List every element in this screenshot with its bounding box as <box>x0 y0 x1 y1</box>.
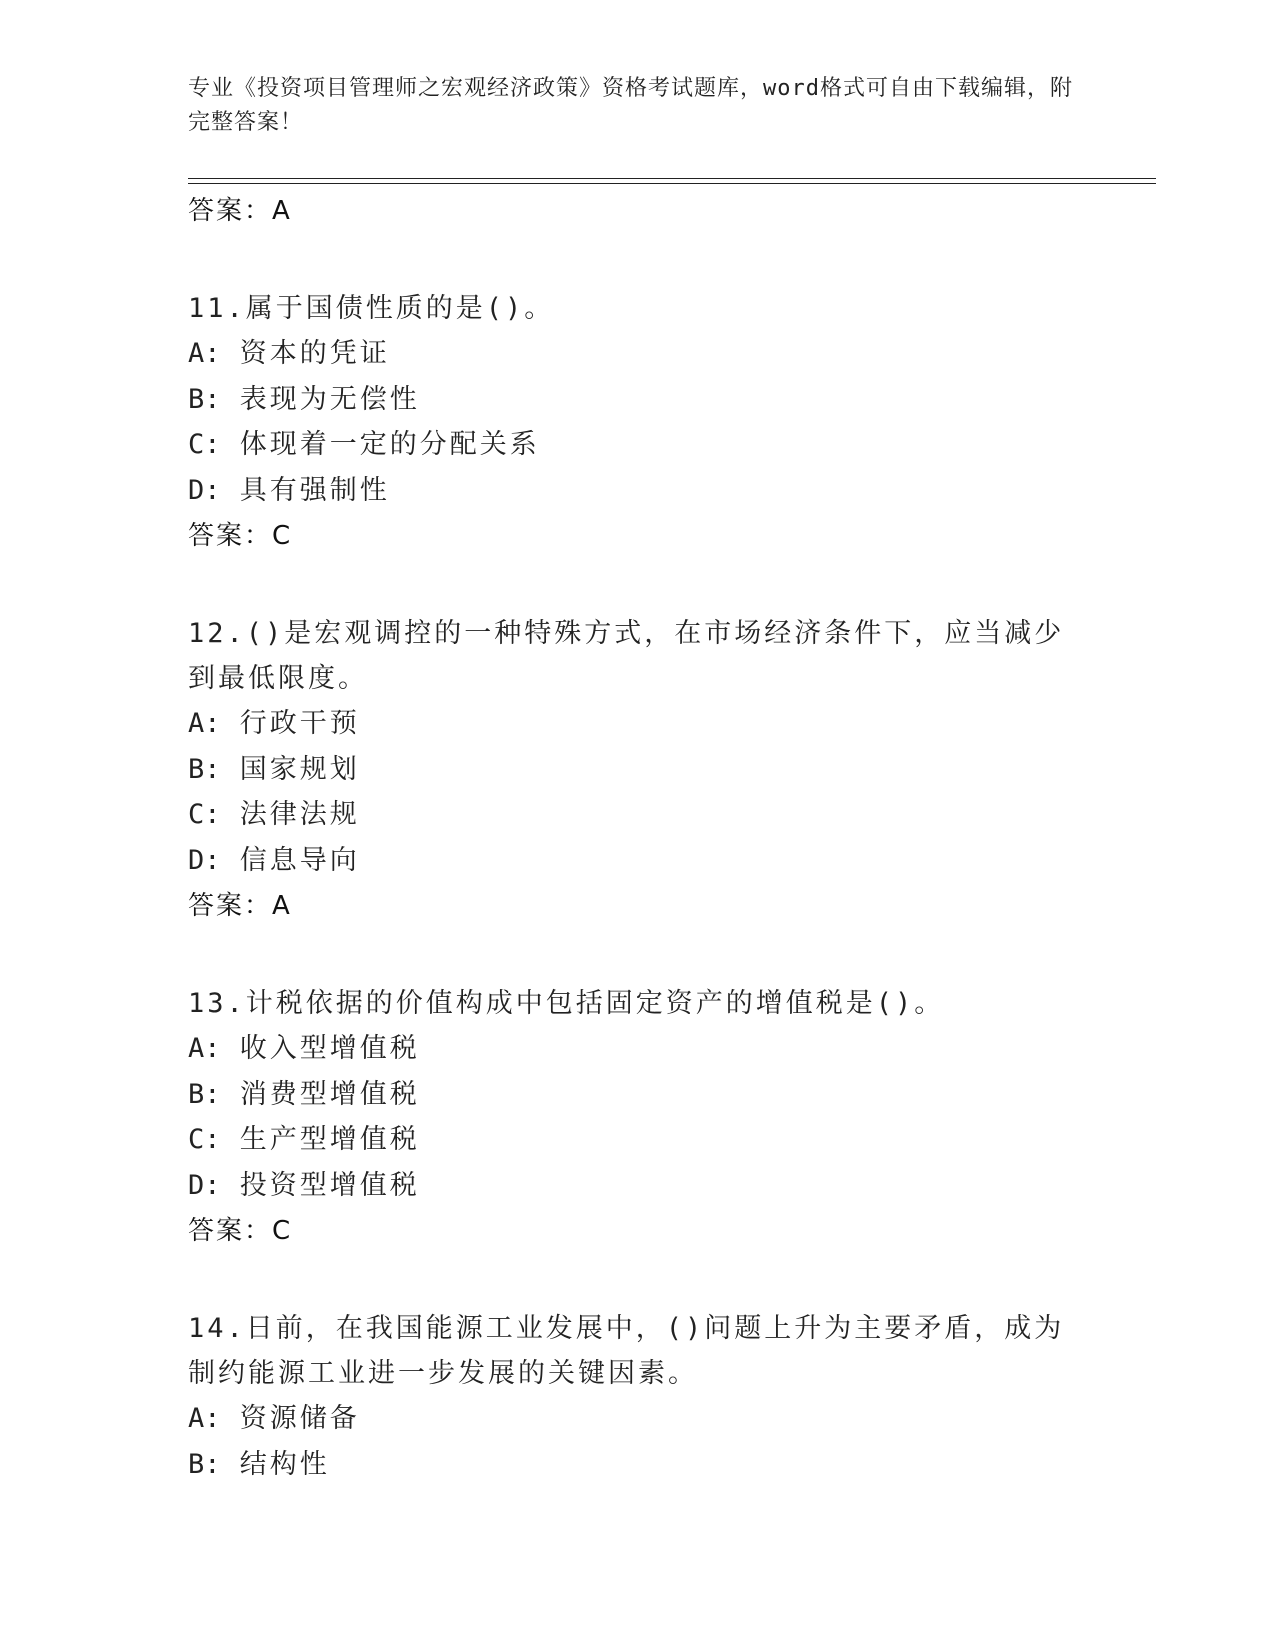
option-d: D: 信息导向 <box>188 844 360 876</box>
option-c: C: 生产型增值税 <box>188 1124 420 1155</box>
option-b: B: 消费型增值税 <box>188 1078 420 1110</box>
answer-label: 答案： <box>188 196 273 226</box>
option-c: C: 体现着一定的分配关系 <box>188 429 540 460</box>
answer-value: A <box>272 196 290 226</box>
option-b: B: 表现为无偿性 <box>188 383 420 415</box>
option-a: A: 收入型增值税 <box>188 1033 420 1064</box>
question-stem: 14.日前，在我国能源工业发展中，()问题上升为主要矛盾，成为制约能源工业进一步发展的关键因素。 <box>188 1313 1065 1389</box>
answer-line <box>188 1208 1088 1254</box>
option-d: D: 具有强制性 <box>188 474 390 506</box>
header-divider-top <box>188 178 1156 179</box>
document-header: 专业《投资项目管理师之宏观经济政策》资格考试题库，word格式可自由下载编辑，附完整答案！ <box>188 76 1073 135</box>
answer-line <box>188 513 1088 559</box>
option-a: A: 行政干预 <box>188 708 360 739</box>
question-block <box>188 286 1088 559</box>
question-stem: 13.计税依据的价值构成中包括固定资产的增值税是()。 <box>188 988 945 1019</box>
option-b: B: 结构性 <box>188 1448 330 1480</box>
answer-value: C <box>272 1216 291 1246</box>
option-a: A: 资本的凭证 <box>188 338 390 369</box>
answer-line <box>188 883 1088 929</box>
question-stem: 11.属于国债性质的是()。 <box>188 293 555 324</box>
option-c: C: 法律法规 <box>188 799 360 830</box>
option-d: D: 投资型增值税 <box>188 1169 420 1201</box>
question-block <box>188 1306 1088 1487</box>
question-block <box>188 981 1088 1254</box>
answer-value: C <box>272 521 291 551</box>
option-b: B: 国家规划 <box>188 753 360 785</box>
answer-value: A <box>272 891 290 921</box>
question-stem: 12.()是宏观调控的一种特殊方式，在市场经济条件下，应当减少到最低限度。 <box>188 618 1065 694</box>
answer-label: 答案： <box>188 891 273 921</box>
document-body <box>188 188 1088 1487</box>
answer-line <box>188 188 1088 234</box>
question-block <box>188 611 1088 929</box>
answer-label: 答案： <box>188 1216 273 1246</box>
option-a: A: 资源储备 <box>188 1403 360 1434</box>
header-divider-bottom <box>188 183 1156 184</box>
answer-label: 答案： <box>188 521 273 551</box>
